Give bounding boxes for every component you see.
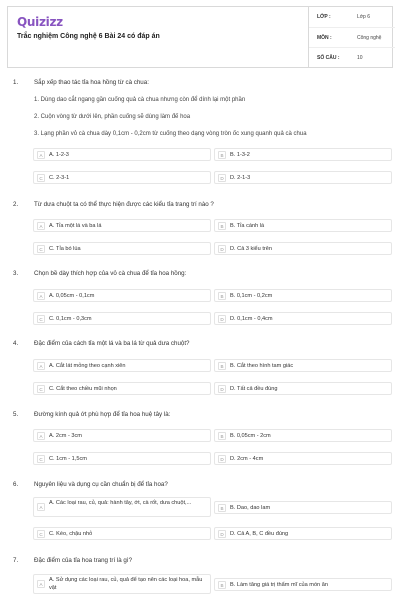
option-letter: D [218, 385, 226, 393]
answer-option-c[interactable] [33, 527, 211, 540]
option-letter: B [218, 581, 226, 589]
option-text: A. 0,05cm - 0,1cm [49, 293, 95, 299]
option-text: A. 1-2-3 [49, 152, 69, 158]
answer-option-d[interactable] [214, 452, 392, 465]
option-letter: D [218, 530, 226, 538]
option-text: D. 0,1cm - 0,4cm [230, 316, 273, 322]
answer-option-c[interactable] [33, 171, 211, 184]
question-text: Từ dưa chuột ta có thể thực hiện được các kiểu tỉa trang trí nào ? [34, 201, 214, 208]
option-letter: A [37, 580, 45, 588]
option-text: B. 1-3-2 [230, 152, 250, 158]
option-letter: A [37, 292, 45, 300]
question-step: 3. Lạng phần vỏ cà chua dày 0,1cm - 0,2cm từ cuống theo dạng vòng tròn ốc xung quanh quả cà chua [34, 131, 307, 137]
option-text: D. 2cm - 4cm [230, 456, 264, 462]
option-letter: B [218, 362, 226, 370]
answer-option-c[interactable] [33, 312, 211, 325]
question-number: 5. [13, 411, 19, 418]
answer-option-c[interactable] [33, 242, 211, 255]
answer-option-b[interactable] [214, 219, 392, 232]
question-number: 3. [13, 270, 19, 277]
option-letter: D [218, 455, 226, 463]
answer-option-d[interactable] [214, 242, 392, 255]
option-text: C. 0,1cm - 0,3cm [49, 316, 92, 322]
answer-option-c[interactable] [33, 382, 211, 395]
option-text: C. Kéo, chậu nhỏ [49, 531, 93, 537]
option-letter: C [37, 174, 45, 182]
answer-option-d[interactable] [214, 527, 392, 540]
option-letter: A [37, 222, 45, 230]
answer-option-a[interactable] [33, 429, 211, 442]
option-text: A. Các loại rau, củ, quả: hành tây, ớt, cà rốt, dưa chuột,... [49, 500, 192, 506]
answer-option-b[interactable] [214, 289, 392, 302]
option-text: D. 2-1-3 [230, 175, 251, 181]
question-text: Đặc điểm của cách tỉa một lá và ba lá từ quả dưa chuột? [34, 340, 190, 347]
answer-option-a[interactable] [33, 219, 211, 232]
answer-option-a[interactable] [33, 574, 211, 594]
answer-option-a[interactable] [33, 289, 211, 302]
question-text: Chọn bề dày thích hợp của vỏ cà chua để tỉa hoa hồng: [34, 270, 187, 277]
option-text: C. Tỉa bó lúa [49, 246, 81, 252]
worksheet-meta [308, 7, 394, 67]
option-text: C. 2-3-1 [49, 175, 70, 181]
quizizz-logo[interactable]: Quizizz [17, 15, 63, 29]
meta-label: SỐ CÂU : [317, 55, 340, 61]
option-text: D. Tất cả đều đúng [230, 386, 278, 392]
meta-label: LỚP : [317, 14, 331, 20]
answer-option-a[interactable] [33, 497, 211, 517]
question-number: 4. [13, 340, 19, 347]
answer-option-d[interactable] [214, 382, 392, 395]
question-text: Nguyên liệu và dụng cụ cần chuẩn bị để tỉa hoa? [34, 481, 168, 488]
option-letter: C [37, 245, 45, 253]
option-letter: D [218, 315, 226, 323]
answer-option-a[interactable] [33, 359, 211, 372]
answer-option-c[interactable] [33, 452, 211, 465]
question-number: 7. [13, 557, 19, 564]
meta-row-subject [309, 27, 395, 47]
answer-option-a[interactable] [33, 148, 211, 161]
answer-option-b[interactable] [214, 148, 392, 161]
option-letter: B [218, 432, 226, 440]
option-text: C. 1cm - 1,5cm [49, 456, 87, 462]
answer-option-b[interactable] [214, 359, 392, 372]
question-step: 2. Cuộn vòng từ dưới lên, phần cuống sẽ dùng làm đế hoa [34, 114, 191, 120]
option-letter: D [218, 245, 226, 253]
option-text: B. Cắt theo hình tam giác [230, 363, 294, 369]
answer-option-b[interactable] [214, 578, 392, 591]
option-letter: A [37, 432, 45, 440]
meta-value: Lớp 6 [357, 14, 371, 20]
option-text: B. Dao, dao lam [230, 505, 271, 511]
option-text: D. Cả A, B, C đều đúng [230, 531, 289, 537]
question-number: 2. [13, 201, 19, 208]
option-letter: B [218, 222, 226, 230]
meta-row-count [309, 47, 395, 67]
question-text: Sắp xếp thao tác tỉa hoa hồng từ cà chua: [34, 79, 149, 86]
option-text: D. Cả 3 kiểu trên [230, 246, 272, 252]
meta-label: MÔN : [317, 35, 332, 41]
question-text: Đặc điểm của tỉa hoa trang trí là gì? [34, 557, 133, 564]
meta-value: Công nghệ [357, 35, 382, 41]
option-letter: D [218, 174, 226, 182]
answer-option-d[interactable] [214, 312, 392, 325]
option-text: A. Sử dụng các loại rau, củ, quả để tạo nên các loại hoa, mẫu vật [49, 577, 203, 591]
meta-row-class [309, 7, 395, 27]
question-number: 1. [13, 79, 19, 86]
option-text: A. Tỉa một lá và ba lá [49, 223, 102, 229]
option-letter: C [37, 315, 45, 323]
worksheet-header [7, 6, 393, 68]
option-text: B. 0,1cm - 0,2cm [230, 293, 273, 299]
option-text: C. Cắt theo chiều mũi nhọn [49, 386, 117, 392]
option-letter: A [37, 151, 45, 159]
option-text: A. 2cm - 3cm [49, 433, 82, 439]
option-letter: A [37, 503, 45, 511]
option-letter: B [218, 292, 226, 300]
option-letter: B [218, 504, 226, 512]
option-letter: C [37, 385, 45, 393]
question-number: 6. [13, 481, 19, 488]
option-text: B. Tỉa cánh lá [230, 223, 265, 229]
worksheet-title: Trắc nghiệm Công nghệ 6 Bài 24 có đáp án [17, 33, 160, 40]
answer-option-b[interactable] [214, 501, 392, 514]
option-text: B. Làm tăng giá trị thẩm mĩ của món ăn [230, 582, 328, 588]
option-letter: C [37, 455, 45, 463]
option-letter: A [37, 362, 45, 370]
question-step: 1. Dùng dao cắt ngang gần cuống quả cà chua nhưng còn để dính lại một phần [34, 97, 246, 103]
question-text: Đường kính quả ớt phù hợp để tỉa hoa huệ tây là: [34, 411, 171, 418]
option-text: B. 0,05cm - 2cm [230, 433, 271, 439]
answer-option-b[interactable] [214, 429, 392, 442]
option-letter: B [218, 151, 226, 159]
answer-option-d[interactable] [214, 171, 392, 184]
option-text: A. Cắt lát mỏng theo cạnh xiên [49, 363, 126, 369]
option-letter: C [37, 530, 45, 538]
meta-value: 10 [357, 55, 363, 61]
